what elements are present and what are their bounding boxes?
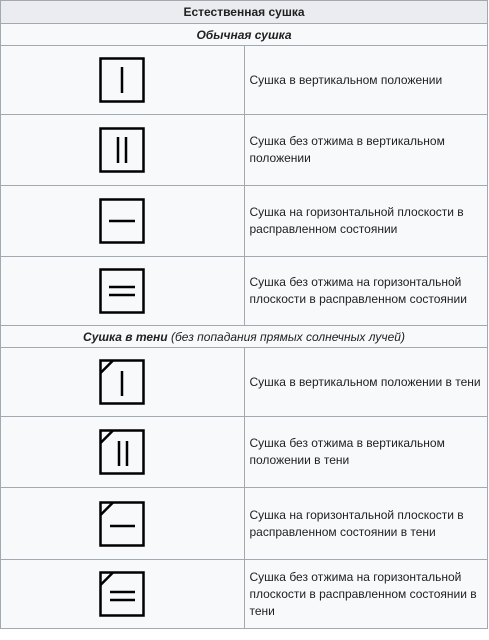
- table-row: [1, 186, 488, 257]
- table-row: [1, 560, 488, 629]
- row-text: Сушка без отжима в вертикальном положении: [244, 115, 488, 186]
- table-row: [1, 488, 488, 560]
- row-text: Сушка на горизонтальной плоскости в расправленном состоянии: [244, 186, 488, 257]
- flat-dry-shade-icon: [99, 501, 145, 547]
- section-header-shade: [1, 326, 488, 348]
- vertical-dry-shade-icon: [99, 359, 145, 405]
- table-row: [1, 348, 488, 417]
- drip-dry-shade-icon: [99, 429, 145, 475]
- section-title-shade: Сушка в тени: [83, 329, 168, 344]
- flat-dry-icon: [99, 198, 145, 244]
- row-text: Сушка на горизонтальной плоскости в расправленном состоянии в тени: [244, 488, 488, 560]
- section-note-shade: (без попадания прямых солнечных лучей): [170, 329, 405, 344]
- table-row: [1, 115, 488, 186]
- table-row: [1, 417, 488, 488]
- row-text: Сушка без отжима на горизонтальной плоскости в расправленном состоянии: [244, 257, 488, 326]
- row-text: Сушка в вертикальном положении в тени: [244, 348, 488, 417]
- drip-dry-icon: [99, 127, 145, 173]
- flat-drip-dry-shade-icon: [99, 571, 145, 617]
- table-title: Естественная сушка: [1, 1, 488, 24]
- vertical-dry-icon: [99, 57, 145, 103]
- section-header-normal: [1, 24, 488, 46]
- section-title-normal: Обычная сушка: [196, 27, 292, 42]
- table-row: [1, 257, 488, 326]
- row-text: Сушка в вертикальном положении: [244, 46, 488, 115]
- table-row: [1, 46, 488, 115]
- row-text: Сушка без отжима в вертикальном положении в тени: [244, 417, 488, 488]
- flat-drip-dry-icon: [99, 268, 145, 314]
- row-text: Сушка без отжима на горизонтальной плоскости в расправленном состоянии в тени: [244, 560, 488, 629]
